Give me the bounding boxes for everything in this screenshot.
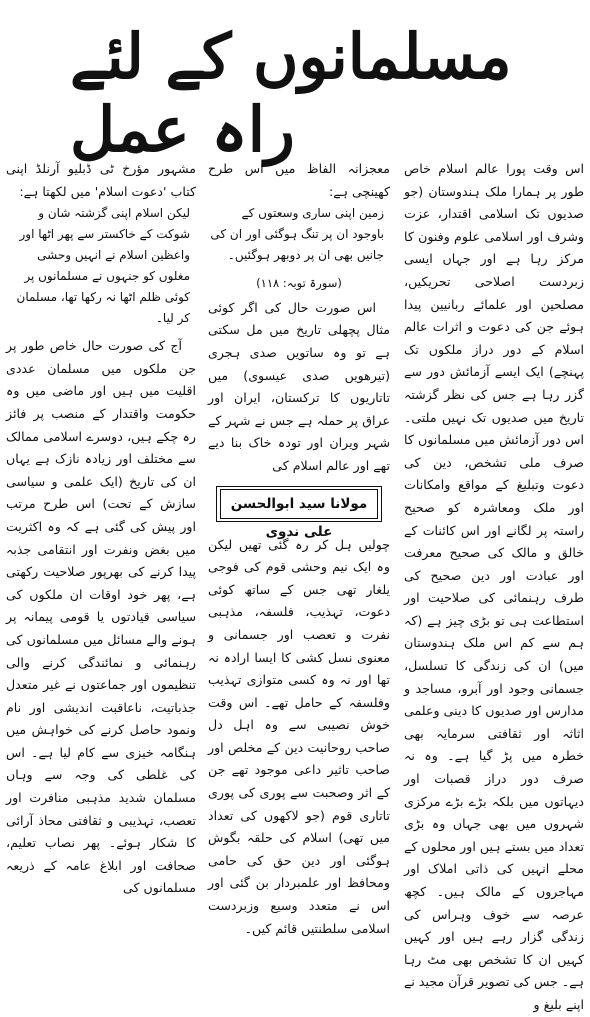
author-box [216,486,382,540]
author-name: مولانا سید ابوالحسن علی ندوی [220,489,378,519]
body-paragraph: اس صورت حال کی اگر کوئی مثال پچھلی تاریخ میں مل سکتی ہے تو وہ ساتویں صدی ہجری (تیرھویں صدی عیسوی) میں تاتاریوں کا ترکستان، ایران اور عراق پر حملہ ہے جس نے شہر کے شہر ویران اور تودہ خاک بنا دیے تھے اور عالم اسلام کی [208,299,390,473]
column-left [6,158,196,896]
body-paragraph: معجزانہ الفاظ میں اس طرح کھینچی ہے: [208,161,390,199]
article-title: مسلمانوں کے لئے راہ عمل [70,20,512,166]
body-paragraph: چولیں ہل کر رہ گئی تھیں لیکن وہ ایک نیم وحشی قوم کی فوجی یلغار تھی جس کے ساتھ کوئی دعوت، تہذیب، فلسفہ، مذہبی نفرت و تعصب اور جسمانی و معنوی نسل کشی کا ایسا ارادہ نہ تھا اور نہ وہ کسی متوازی تہذیب وفلسفہ کے حامل تھے۔ اس وقت خوش نصیبی سے وہ اہل دل صاحب روحانیت دین کے مخلص اور صاحب تاثیر داعی موجود تھے جن کے اثر وصحبت سے پوری کی پوری تاتاری قوم (جو لاکھوں کی تعداد میں تھی) اسلام کی حلقہ بگوش ہوگئی اور دین حق کی حامی ومحافظ اور علمبردار بن گئی اور اس نے متعدد وسیع وزبردست اسلامی سلطنتیں قائم کیں۔ [208,536,390,936]
body-paragraph: اس وقت پورا عالم اسلام خاص طور پر ہمارا ملک ہندوستان (جو صدیوں تک اسلامی اقتدار، عزت وشرف اور اسلامی علوم وفنون کا مرکز رہا ہے اور جہاں ایسی زبردست اصلاحی تحریکیں، مصلحین اور علمائے ربانیین پیدا ہوئے جن کی دعوت و اثرات عالم اسلام کے دور دراز ملکوں تک پہنچے) ایک ایسے آزمائش دور سے گزر رہا ہے جس کی نظر گزشتہ تاریخ میں صدیوں تک نہیں ملتی۔ اس دور آزمائش میں مسلمانوں کا صرف ملی تشخص، دین کی دعوت وتبلیغ کے مواقع وامکانات اور ملک ومعاشرہ کو صحیح راستہ پر لگانے اور اس کائنات کے خالق و مالک کی صحیح معرفت اور عبادت اور دین صحیح کی طرف رہنمائی کی صلاحیت اور استطاعت ہی تو بڑی چیز ہے (کہ ہم سے کم اس ملک ہندوستان میں) ان کی زندگی کا تسلسل، جسمانی وجود اور آبرو، مساجد و مدارس اور صدیوں کا دینی وعلمی اثاثہ اور ثقافتی سرمایہ بھی خطرہ میں پڑ گیا ہے۔ وہ نہ صرف دور دراز قصبات اور دیہاتوں میں بلکہ بڑے بڑے مرکزی شہروں میں بھی جہاں وہ بڑی تعداد میں بستے ہیں اور محلوں کے محلے انہیں کی ذاتی املاک اور مہاجروں کے مالک ہیں۔ کچھ عرصہ سے خوف وہراس کی زندگی گزار رہے ہیں اور کہیں کہیں ان کا تشخص بھی مٹ رہا ہے۔ جس کی تصویر قرآن مجید نے اپنے بلیغ و [404,161,584,1012]
author-box-wrapper [208,486,390,540]
quran-quote: زمین اپنی ساری وسعتوں کے باوجود ان پر تنگ ہوگئی اور ان کی جانیں بھی ان پر دوبھر ہوگئیں۔ [210,206,384,263]
arnold-quote: لیکن اسلام اپنی گزشتہ شان و شوکت کے خاکستر سے پھر اٹھا اور واعظین اسلام نے انہیں وحشی مغلوں کو جنہوں نے مسلمانوں پر کوئی ظلم اٹھا نہ رکھا تھا، مسلمان کر لیا۔ [16,206,190,326]
quote-reference: (سورۃ توبہ: ۱۱۸) [256,276,342,291]
column-right [404,158,584,1012]
column-middle [208,158,390,936]
body-paragraph: مشہور مؤرخ ٹی ڈبلیو آرنلڈ اپنی کتاب 'دعوت اسلام' میں لکھتا ہے: [6,161,196,199]
body-paragraph: آج کی صورت حال خاص طور پر جن ملکوں میں مسلمان عددی اقلیت میں ہیں اور ماضی میں وہ حکومت واقتدار کے منصب پر فائز رہ چکے ہیں، دوسرے اسلامی ممالک سے مختلف اور زیادہ نازک ہے یہاں ان کی تاریخ (ایک علمی و سیاسی سازش کے تحت) اس طرح مرتب اور پیش کی گئی ہے کہ وہ اکثریت میں بغض ونفرت اور انتقامی جذبہ پیدا کرنے کی بھرپور صلاحیت رکھتی ہے، پھر خود اوقات ان ملکوں کی سیاسی قیادتوں یا قومی پیمانہ پر ہونے والے مسائل میں مسلمانوں کی رہنمائی و نمائندگی کرنے والی تنظیموں اور جماعتوں نے غیر متعدل جذباتیت، ناعاقبت اندیشی اور نام ونمود حاصل کرنے کی خواہش میں ہنگامہ خیزی سے کام لیا ہے۔ اس کی غلطی کی وجہ سے وہاں مسلمان شدید مذہبی منافرت اور تعصب، تہذیبی و ثقافتی محاذ آرائی کا شکار ہوئے۔ پھر نصاب تعلیم، صحافت اور ابلاغ عامہ کے ذریعہ مسلمانوں کی [6,338,196,896]
